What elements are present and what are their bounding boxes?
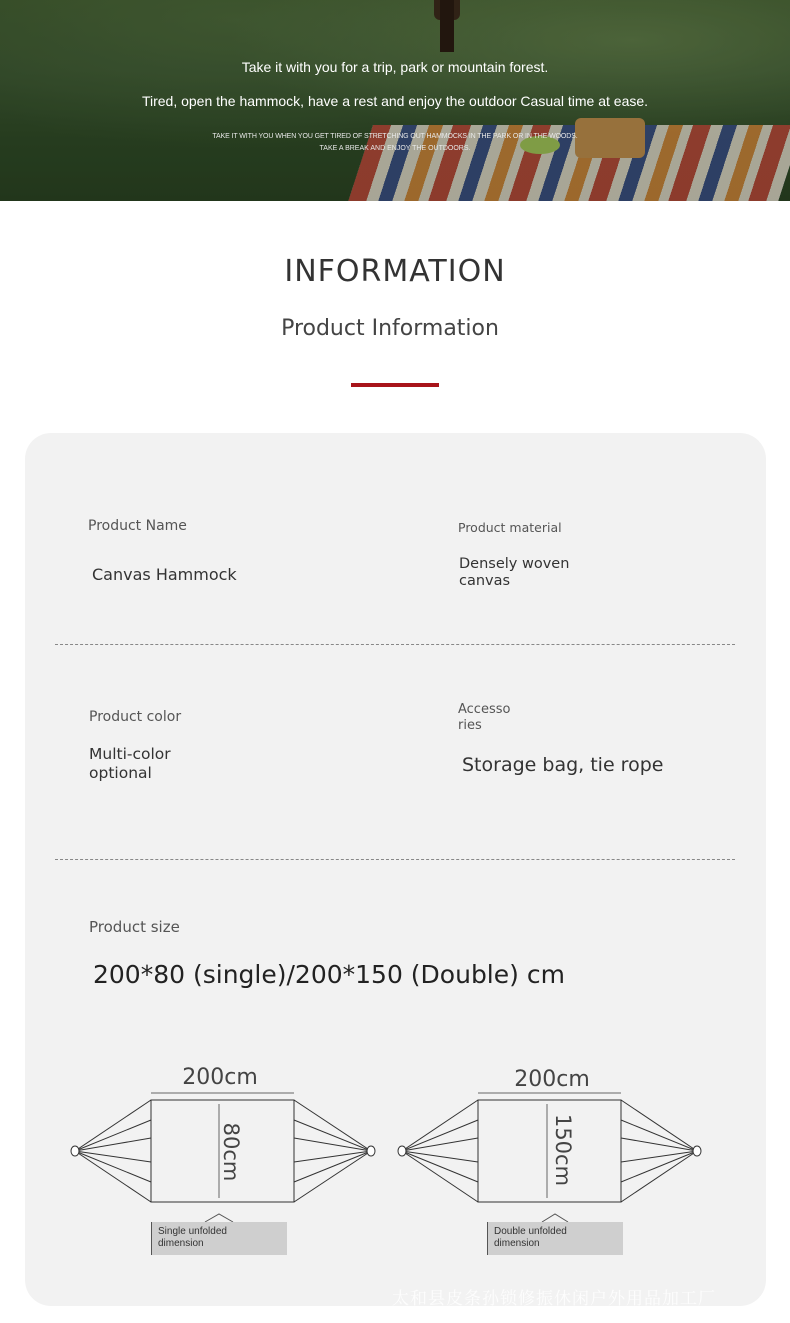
accent-divider: [351, 383, 439, 387]
product-material-label: Product material: [458, 520, 562, 535]
product-name-label: Product Name: [88, 518, 187, 534]
product-material-value-1: Densely woven: [459, 556, 570, 572]
accessories-label-2: ries: [458, 718, 482, 733]
row-divider-1: [55, 644, 735, 645]
hero-small-line-2: TAKE A BREAK AND ENJOY THE OUTDOORS.: [319, 145, 471, 152]
double-caption-line-1: Double unfolded: [494, 1226, 567, 1237]
accessories-value: Storage bag, tie rope: [462, 754, 664, 776]
single-caption-line-2: dimension: [158, 1238, 204, 1249]
watermark-text: 太和县皮条孙锁修振休闲户外用品加工厂: [392, 1289, 716, 1309]
product-name-value: Canvas Hammock: [92, 565, 237, 584]
product-color-value-2: optional: [89, 764, 152, 782]
hero-small-line-1: TAKE IT WITH YOU WHEN YOU GET TIRED OF STRETCHING OUT HAMMOCKS IN THE PARK OR IN THE WOODS.: [212, 133, 578, 140]
single-caption-line-1: Single unfolded: [158, 1226, 227, 1237]
hero-banner: [0, 0, 790, 201]
section-title: INFORMATION: [284, 254, 506, 289]
double-caption-line-2: dimension: [494, 1238, 540, 1249]
hero-line-1: Take it with you for a trip, park or mountain forest.: [241, 59, 549, 75]
product-size-label: Product size: [89, 918, 180, 936]
double-width-label: 150cm: [551, 1113, 575, 1187]
single-caption: [151, 1222, 287, 1255]
product-size-value: 200*80 (single)/200*150 (Double) cm: [93, 960, 565, 989]
hero-line-2: Tired, open the hammock, have a rest and enjoy the outdoor Casual time at ease.: [141, 93, 649, 109]
section-subtitle: Product Information: [281, 316, 499, 341]
single-width-label: 80cm: [219, 1122, 243, 1182]
accessories-label-1: Accesso: [458, 702, 511, 717]
double-hammock-body: [478, 1100, 621, 1202]
row-divider-2: [55, 859, 735, 860]
double-length-label: 200cm: [514, 1067, 590, 1092]
double-caption: [487, 1222, 623, 1255]
product-color-value-1: Multi-color: [89, 745, 171, 763]
single-length-label: 200cm: [182, 1065, 258, 1090]
product-material-value-2: canvas: [459, 573, 511, 589]
product-color-label: Product color: [89, 709, 182, 725]
